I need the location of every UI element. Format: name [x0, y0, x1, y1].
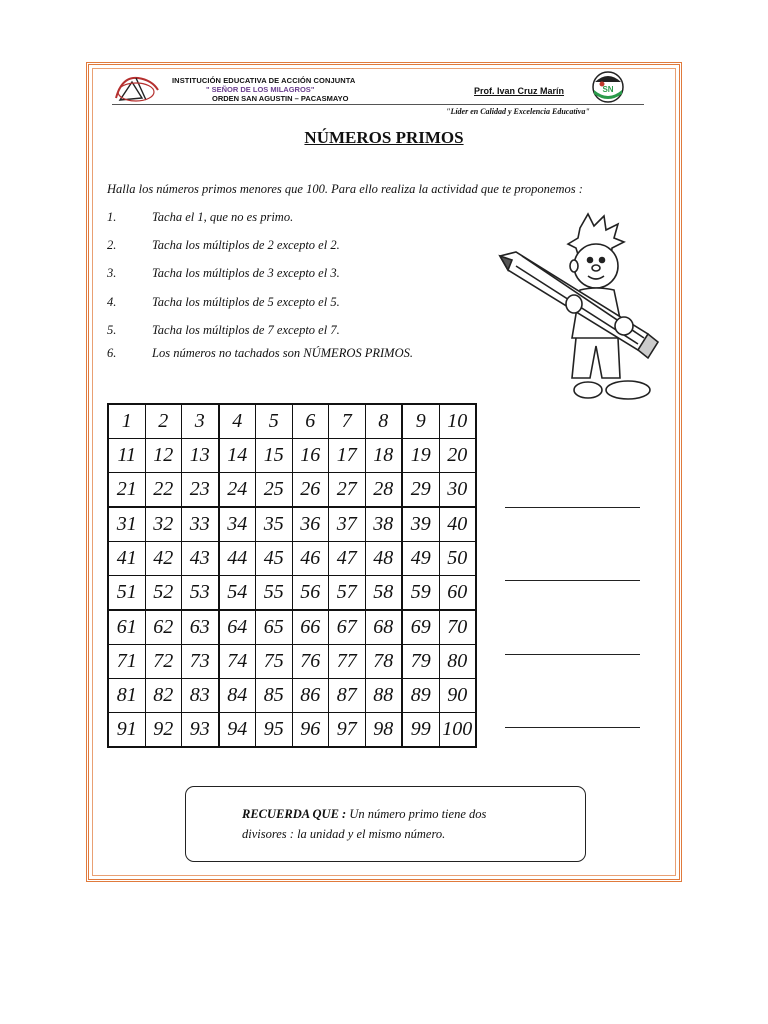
grid-cell[interactable]: 62 — [145, 610, 182, 645]
grid-cell[interactable]: 65 — [256, 610, 293, 645]
grid-cell[interactable]: 100 — [439, 713, 476, 748]
remember-text-2: divisores : la unidad y el mismo número. — [242, 827, 446, 841]
grid-cell[interactable]: 95 — [256, 713, 293, 748]
grid-cell[interactable]: 15 — [256, 439, 293, 473]
grid-cell[interactable]: 40 — [439, 507, 476, 542]
grid-cell[interactable]: 55 — [256, 576, 293, 611]
sn-emblem-text: SN — [602, 85, 614, 94]
grid-cell[interactable]: 84 — [219, 679, 256, 713]
remember-text — [242, 804, 542, 844]
grid-cell[interactable]: 66 — [292, 610, 329, 645]
school-line-2: " SEÑOR DE LOS MILAGROS" — [206, 85, 315, 94]
grid-cell[interactable]: 31 — [108, 507, 145, 542]
grid-cell[interactable]: 26 — [292, 473, 329, 508]
grid-cell[interactable]: 91 — [108, 713, 145, 748]
grid-cell[interactable]: 71 — [108, 645, 145, 679]
grid-cell[interactable]: 8 — [365, 404, 402, 439]
grid-cell[interactable]: 82 — [145, 679, 182, 713]
grid-cell[interactable]: 35 — [256, 507, 293, 542]
grid-row — [108, 576, 476, 611]
grid-cell[interactable]: 37 — [329, 507, 366, 542]
teacher-name: Prof. Ivan Cruz Marín — [474, 86, 565, 96]
grid-cell[interactable]: 36 — [292, 507, 329, 542]
grid-cell[interactable]: 25 — [256, 473, 293, 508]
answer-line-3[interactable] — [505, 654, 640, 655]
grid-cell[interactable]: 45 — [256, 542, 293, 576]
grid-cell[interactable]: 46 — [292, 542, 329, 576]
grid-cell[interactable]: 63 — [182, 610, 219, 645]
grid-cell[interactable]: 99 — [402, 713, 439, 748]
grid-cell[interactable]: 54 — [219, 576, 256, 611]
answer-line-1[interactable] — [505, 507, 640, 508]
grid-cell[interactable]: 1 — [108, 404, 145, 439]
grid-row — [108, 439, 476, 473]
school-line-3: ORDEN SAN AGUSTIN – PACASMAYO — [212, 94, 349, 103]
grid-cell[interactable]: 29 — [402, 473, 439, 508]
grid-cell[interactable]: 72 — [145, 645, 182, 679]
sn-emblem-icon — [590, 70, 626, 104]
school-motto: "Líder en Calidad y Excelencia Educativa" — [446, 107, 590, 116]
grid-row — [108, 679, 476, 713]
grid-cell[interactable]: 18 — [365, 439, 402, 473]
remember-lead: RECUERDA QUE : — [242, 807, 347, 821]
school-crest-icon — [112, 72, 162, 104]
school-line-1: INSTITUCIÓN EDUCATIVA DE ACCIÓN CONJUNTA — [172, 76, 356, 85]
instructions-intro: Halla los números primos menores que 100. Para ello realiza la actividad que te proponemos : — [107, 182, 583, 196]
grid-cell[interactable]: 43 — [182, 542, 219, 576]
grid-cell[interactable]: 23 — [182, 473, 219, 508]
remember-text-1: Un número primo tiene dos — [346, 807, 487, 821]
grid-cell[interactable]: 9 — [402, 404, 439, 439]
grid-cell[interactable]: 69 — [402, 610, 439, 645]
grid-row — [108, 645, 476, 679]
grid-cell[interactable]: 38 — [365, 507, 402, 542]
grid-cell[interactable]: 51 — [108, 576, 145, 611]
grid-row — [108, 542, 476, 576]
grid-cell[interactable]: 10 — [439, 404, 476, 439]
grid-cell[interactable]: 48 — [365, 542, 402, 576]
grid-cell[interactable]: 83 — [182, 679, 219, 713]
grid-cell[interactable]: 20 — [439, 439, 476, 473]
grid-cell[interactable]: 92 — [145, 713, 182, 748]
grid-cell[interactable]: 60 — [439, 576, 476, 611]
step-1: 1. Tacha el 1, que no es primo. — [107, 210, 294, 224]
numbers-grid — [107, 403, 477, 748]
grid-cell[interactable]: 88 — [365, 679, 402, 713]
page-title: NÚMEROS PRIMOS — [304, 128, 464, 147]
step-2: 2. Tacha los múltiplos de 2 excepto el 2. — [107, 238, 340, 252]
grid-cell[interactable]: 2 — [145, 404, 182, 439]
boy-with-pencil-icon — [498, 208, 662, 408]
grid-cell[interactable]: 77 — [329, 645, 366, 679]
grid-cell[interactable]: 19 — [402, 439, 439, 473]
grid-cell[interactable]: 11 — [108, 439, 145, 473]
grid-cell[interactable]: 85 — [256, 679, 293, 713]
grid-cell[interactable]: 79 — [402, 645, 439, 679]
grid-row — [108, 473, 476, 508]
grid-cell[interactable]: 76 — [292, 645, 329, 679]
grid-cell[interactable]: 70 — [439, 610, 476, 645]
grid-cell[interactable]: 32 — [145, 507, 182, 542]
grid-cell[interactable]: 14 — [219, 439, 256, 473]
grid-cell[interactable]: 64 — [219, 610, 256, 645]
grid-row — [108, 713, 476, 748]
grid-cell[interactable]: 30 — [439, 473, 476, 508]
grid-cell[interactable]: 17 — [329, 439, 366, 473]
grid-cell[interactable]: 78 — [365, 645, 402, 679]
grid-cell[interactable]: 81 — [108, 679, 145, 713]
grid-cell[interactable]: 68 — [365, 610, 402, 645]
grid-cell[interactable]: 80 — [439, 645, 476, 679]
step-6: 6. Los números no tachados son NÚMEROS PRIMOS. — [107, 346, 413, 360]
grid-cell[interactable]: 59 — [402, 576, 439, 611]
grid-cell[interactable]: 96 — [292, 713, 329, 748]
school-name — [172, 76, 355, 103]
grid-cell[interactable]: 3 — [182, 404, 219, 439]
grid-cell[interactable]: 5 — [256, 404, 293, 439]
answer-line-4[interactable] — [505, 727, 640, 728]
answer-line-2[interactable] — [505, 580, 640, 581]
step-3: 3. Tacha los múltiplos de 3 excepto el 3. — [107, 266, 340, 280]
step-4: 4. Tacha los múltiplos de 5 excepto el 5. — [107, 295, 340, 309]
grid-cell[interactable]: 4 — [219, 404, 256, 439]
grid-cell[interactable]: 13 — [182, 439, 219, 473]
grid-row — [108, 507, 476, 542]
grid-cell[interactable]: 94 — [219, 713, 256, 748]
grid-cell[interactable]: 34 — [219, 507, 256, 542]
grid-cell[interactable]: 67 — [329, 610, 366, 645]
grid-cell[interactable]: 87 — [329, 679, 366, 713]
grid-cell[interactable]: 27 — [329, 473, 366, 508]
grid-cell[interactable]: 44 — [219, 542, 256, 576]
grid-cell[interactable]: 56 — [292, 576, 329, 611]
grid-cell[interactable]: 22 — [145, 473, 182, 508]
grid-cell[interactable]: 58 — [365, 576, 402, 611]
header-divider — [112, 104, 644, 105]
grid-cell[interactable]: 74 — [219, 645, 256, 679]
grid-cell[interactable]: 7 — [329, 404, 366, 439]
grid-cell[interactable]: 57 — [329, 576, 366, 611]
grid-cell[interactable]: 90 — [439, 679, 476, 713]
grid-cell[interactable]: 6 — [292, 404, 329, 439]
step-5: 5. Tacha los múltiplos de 7 excepto el 7. — [107, 323, 340, 337]
grid-cell[interactable]: 86 — [292, 679, 329, 713]
grid-cell[interactable]: 39 — [402, 507, 439, 542]
grid-cell[interactable]: 89 — [402, 679, 439, 713]
grid-cell[interactable]: 53 — [182, 576, 219, 611]
grid-cell[interactable]: 49 — [402, 542, 439, 576]
grid-row — [108, 404, 476, 439]
grid-cell[interactable]: 73 — [182, 645, 219, 679]
grid-cell[interactable]: 24 — [219, 473, 256, 508]
grid-cell[interactable]: 52 — [145, 576, 182, 611]
grid-cell[interactable]: 41 — [108, 542, 145, 576]
grid-cell[interactable]: 97 — [329, 713, 366, 748]
grid-cell[interactable]: 98 — [365, 713, 402, 748]
grid-row — [108, 610, 476, 645]
grid-cell[interactable]: 61 — [108, 610, 145, 645]
grid-cell[interactable]: 21 — [108, 473, 145, 508]
grid-cell[interactable]: 12 — [145, 439, 182, 473]
grid-cell[interactable]: 50 — [439, 542, 476, 576]
grid-cell[interactable]: 47 — [329, 542, 366, 576]
grid-cell[interactable]: 33 — [182, 507, 219, 542]
grid-cell[interactable]: 16 — [292, 439, 329, 473]
grid-cell[interactable]: 93 — [182, 713, 219, 748]
grid-cell[interactable]: 75 — [256, 645, 293, 679]
grid-cell[interactable]: 42 — [145, 542, 182, 576]
grid-cell[interactable]: 28 — [365, 473, 402, 508]
